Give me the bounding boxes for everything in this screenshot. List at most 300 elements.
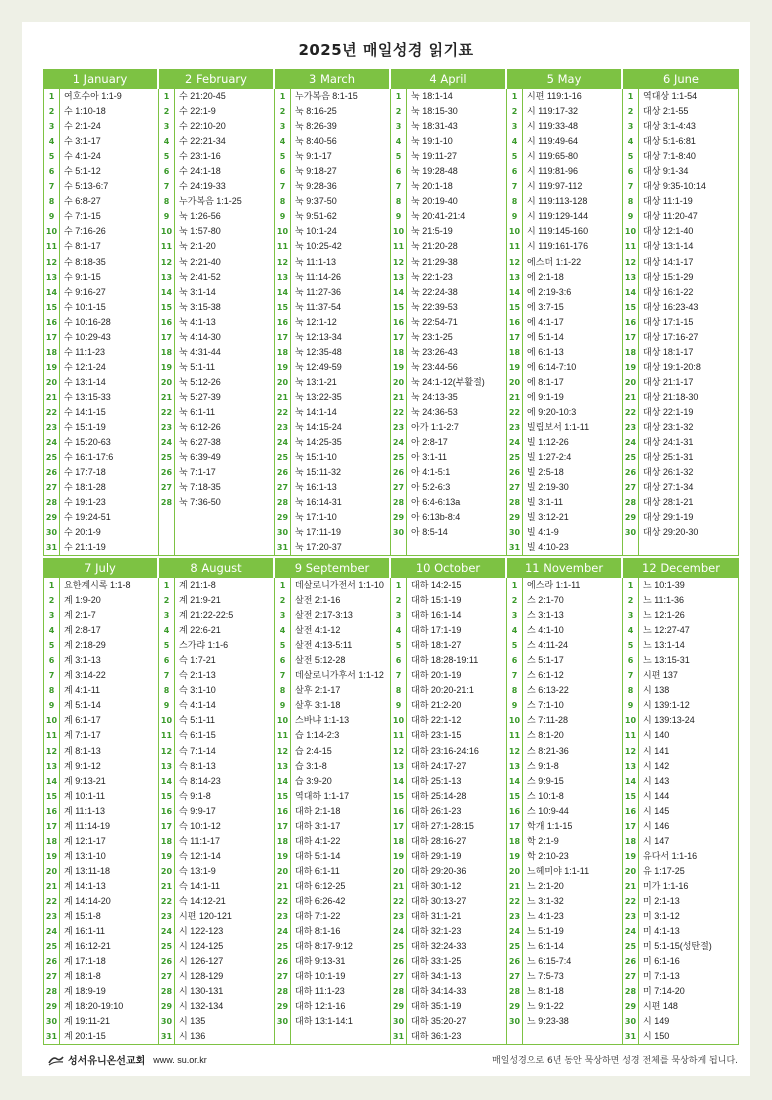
day-number: 12	[45, 257, 58, 267]
day-number: 4	[395, 137, 402, 147]
day-number-column	[159, 89, 175, 555]
day-number: 29	[624, 1002, 637, 1012]
day-number: 5	[511, 641, 518, 651]
footer-organization	[48, 1052, 207, 1067]
day-number: 3	[163, 122, 170, 132]
day-number: 2	[163, 107, 170, 117]
day-number: 18	[45, 836, 58, 846]
daily-reading: 슥 10:1-12	[179, 820, 221, 831]
day-number: 5	[511, 152, 518, 162]
daily-reading: 눅 6:1-11	[179, 406, 216, 417]
day-number: 25	[508, 942, 521, 952]
day-number: 16	[508, 317, 521, 327]
daily-reading: 슥 2:1-13	[179, 670, 216, 681]
day-number: 19	[392, 851, 405, 861]
day-number: 27	[45, 483, 58, 493]
day-number: 21	[624, 881, 637, 891]
day-number: 13	[624, 272, 637, 282]
daily-reading: 눅 7:1-17	[179, 467, 216, 478]
daily-reading: 느 12:1-26	[643, 610, 685, 621]
daily-reading: 대하 6:12-25	[295, 880, 346, 891]
daily-reading: 대상 29:1-19	[643, 512, 694, 523]
day-number: 4	[163, 137, 170, 147]
daily-reading: 대하 34:1-13	[411, 971, 462, 982]
daily-reading: 시 136	[179, 1031, 206, 1042]
daily-reading: 슥 14:1-11	[179, 880, 221, 891]
daily-reading: 대하 17:1-19	[411, 625, 462, 636]
day-number: 14	[508, 776, 521, 786]
day-number: 13	[160, 272, 173, 282]
daily-reading: 대하 4:1-22	[295, 835, 341, 846]
reading-column	[523, 89, 622, 555]
daily-reading: 대하 12:1-16	[295, 1001, 346, 1012]
daily-reading: 살후 3:1-18	[295, 700, 341, 711]
daily-reading: 습 3:1-8	[295, 760, 327, 771]
day-number: 6	[163, 656, 170, 666]
day-number: 25	[276, 453, 289, 463]
reading-column	[175, 578, 274, 1044]
daily-reading: 스 7:1-10	[527, 700, 564, 711]
reading-column	[639, 89, 738, 555]
daily-reading: 계 6:1-17	[64, 715, 101, 726]
daily-reading: 대하 23:16-24:16	[411, 745, 479, 756]
daily-reading: 시 119:161-176	[527, 241, 589, 252]
daily-reading: 눅 3:15-38	[179, 301, 221, 312]
daily-reading: 아 4:1-5:1	[411, 467, 451, 478]
daily-reading: 데살로니가후서 1:1-12	[295, 670, 384, 681]
daily-reading: 시 139:1-12	[643, 700, 690, 711]
daily-reading: 눅 12:49-59	[295, 361, 342, 372]
day-number: 4	[395, 626, 402, 636]
daily-reading: 미 6:1-16	[643, 956, 680, 967]
day-number: 11	[508, 731, 521, 741]
day-number: 6	[279, 656, 286, 666]
month-header: 5 May	[507, 69, 623, 89]
day-number-column	[275, 89, 291, 555]
daily-reading: 스 6:1-12	[527, 670, 564, 681]
day-number: 14	[160, 776, 173, 786]
daily-reading: 슥 13:1-9	[179, 865, 216, 876]
daily-reading: 시 132-134	[179, 1001, 224, 1012]
day-number: 11	[392, 731, 405, 741]
daily-reading: 스 9:1-8	[527, 760, 559, 771]
day-number: 11	[276, 731, 289, 741]
day-number: 27	[624, 483, 637, 493]
day-number: 16	[276, 806, 289, 816]
day-number: 2	[511, 107, 518, 117]
daily-reading: 대하 22:1-12	[411, 715, 462, 726]
day-number: 25	[45, 942, 58, 952]
daily-reading: 느 12:27-47	[643, 625, 690, 636]
daily-reading: 에스라 1:1-11	[527, 580, 581, 590]
daily-reading: 대상 25:1-31	[643, 452, 694, 463]
daily-reading: 슥 8:1-13	[179, 760, 216, 771]
daily-reading: 대하 6:1-11	[295, 865, 340, 876]
daily-reading: 에 3:7-15	[527, 301, 564, 312]
day-number: 6	[511, 656, 518, 666]
daily-reading: 수 20:1-9	[64, 527, 101, 538]
daily-reading: 계 18:1-8	[64, 971, 101, 982]
day-number: 14	[160, 287, 173, 297]
daily-reading: 느 4:1-23	[527, 911, 564, 922]
day-number: 1	[48, 581, 55, 590]
day-number: 18	[508, 347, 521, 357]
daily-reading: 눅 21:20-28	[411, 241, 458, 252]
daily-reading: 대하 15:1-19	[411, 595, 462, 606]
daily-reading: 눅 6:27-38	[179, 437, 221, 448]
daily-reading: 대하 23:1-15	[411, 730, 462, 741]
month-header-row	[43, 69, 739, 89]
daily-reading: 느 9:23-38	[527, 1016, 569, 1027]
day-number: 17	[392, 821, 405, 831]
daily-reading: 학 2:1-9	[527, 835, 559, 846]
daily-reading: 아 6:4-6:13a	[411, 497, 461, 508]
daily-reading: 눅 18:15-30	[411, 106, 458, 117]
daily-reading: 스 10:9-44	[527, 805, 569, 816]
day-number: 10	[276, 227, 289, 237]
day-number: 19	[276, 362, 289, 372]
day-number: 26	[508, 468, 521, 478]
month-column	[391, 89, 507, 555]
day-number: 19	[508, 851, 521, 861]
day-number: 6	[627, 656, 634, 666]
day-number: 16	[45, 806, 58, 816]
daily-reading: 수 10:16-28	[64, 316, 111, 327]
daily-reading: 눅 17:1-10	[295, 512, 337, 523]
day-number: 29	[45, 513, 58, 523]
day-number-column	[391, 578, 407, 1044]
organization-website: www. su.or.kr	[153, 1054, 207, 1065]
day-number: 21	[45, 881, 58, 891]
daily-reading: 에스더 1:1-22	[527, 256, 582, 267]
daily-reading: 계 22:6-21	[179, 625, 221, 636]
day-number: 29	[508, 513, 521, 523]
reading-column	[60, 89, 158, 555]
daily-reading: 눅 4:1-13	[179, 316, 216, 327]
daily-reading: 계 21:9-21	[179, 595, 221, 606]
daily-reading: 대하 8:17-9:12	[295, 941, 353, 952]
daily-reading: 계 20:1-15	[64, 1031, 106, 1042]
reading-column	[291, 578, 390, 1044]
day-number: 26	[276, 468, 289, 478]
daily-reading: 눅 22:24-38	[411, 286, 458, 297]
day-number: 12	[276, 257, 289, 267]
day-number: 18	[624, 836, 637, 846]
day-number-column	[623, 89, 639, 555]
daily-reading: 시 119:17-32	[527, 106, 579, 117]
day-number: 19	[624, 851, 637, 861]
daily-reading: 수 23:1-16	[179, 151, 221, 162]
daily-reading: 대상 23:1-32	[643, 422, 694, 433]
daily-reading: 대상 12:1-40	[643, 226, 694, 237]
day-number: 10	[392, 227, 405, 237]
day-number: 31	[45, 1032, 58, 1042]
day-number: 14	[45, 287, 58, 297]
day-number: 23	[45, 912, 58, 922]
day-number: 24	[160, 438, 173, 448]
daily-reading: 계 4:1-11	[64, 685, 101, 696]
daily-reading: 수 7:16-26	[64, 226, 106, 237]
daily-reading: 눅 4:31-44	[179, 346, 221, 357]
day-number: 16	[160, 317, 173, 327]
day-number	[507, 1029, 522, 1044]
daily-reading: 계 13:1-10	[64, 850, 106, 861]
day-number-column	[507, 578, 523, 1044]
daily-reading: 계 14:14-20	[64, 895, 111, 906]
daily-reading: 시 149	[643, 1016, 670, 1027]
daily-reading: 역대상 1:1-54	[643, 91, 698, 101]
month-column	[623, 578, 739, 1044]
daily-reading: 눅 14:25-35	[295, 437, 342, 448]
day-number: 31	[160, 1032, 173, 1042]
day-number: 29	[624, 513, 637, 523]
day-number: 23	[392, 912, 405, 922]
daily-reading: 수 24:19-33	[179, 181, 226, 192]
day-number: 18	[276, 836, 289, 846]
day-number: 13	[276, 761, 289, 771]
day-number: 15	[276, 302, 289, 312]
day-number: 25	[45, 453, 58, 463]
daily-reading: 눅 6:39-49	[179, 452, 221, 463]
day-number: 13	[508, 761, 521, 771]
reading-column	[639, 578, 738, 1044]
day-number: 1	[627, 92, 634, 101]
daily-reading: 대하 28:16-27	[411, 835, 467, 846]
daily-reading: 시 145	[643, 805, 670, 816]
daily-reading: 스가랴 1:1-6	[179, 640, 229, 651]
daily-reading: 시 150	[643, 1031, 670, 1042]
day-number: 21	[392, 881, 405, 891]
daily-reading: 에 6:1-13	[527, 346, 564, 357]
day-number: 5	[48, 641, 55, 651]
day-number: 6	[627, 167, 634, 177]
daily-reading: 대상 16:1-22	[643, 286, 694, 297]
daily-reading: 아 8:5-14	[411, 527, 448, 538]
day-number: 3	[279, 122, 286, 132]
day-number: 27	[160, 483, 173, 493]
day-number: 23	[508, 912, 521, 922]
day-number: 18	[624, 347, 637, 357]
day-number: 9	[395, 701, 402, 711]
daily-reading: 대상 21:18-30	[643, 391, 699, 402]
day-number: 25	[624, 942, 637, 952]
daily-reading: 대하 10:1-19	[295, 971, 346, 982]
day-number: 22	[160, 896, 173, 906]
month-header: 12 December	[642, 561, 720, 575]
daily-reading: 스바냐 1:1-13	[295, 715, 350, 726]
day-number: 21	[624, 392, 637, 402]
day-number: 30	[276, 1017, 289, 1027]
day-number: 20	[160, 377, 173, 387]
daily-reading: 눅 2:41-52	[179, 271, 221, 282]
daily-reading: 계 17:1-18	[64, 956, 106, 967]
daily-reading: 대하 6:26-42	[295, 895, 346, 906]
reading-column	[175, 89, 274, 555]
daily-reading: 에 2:1-18	[527, 271, 564, 282]
daily-reading: 스 8:21-36	[527, 745, 569, 756]
day-number: 23	[276, 912, 289, 922]
daily-reading: 미 3:1-12	[643, 911, 680, 922]
organization-name: 성서유니온선교회	[68, 1056, 146, 1067]
month-header-row	[43, 558, 739, 578]
day-number: 17	[160, 821, 173, 831]
day-number: 24	[392, 927, 405, 937]
daily-reading: 대하 34:14-33	[411, 986, 467, 997]
daily-reading: 눅 2:21-40	[179, 256, 221, 267]
daily-reading: 시 146	[643, 820, 670, 831]
daily-reading: 시 119:49-64	[527, 136, 579, 147]
daily-reading: 눅 2:1-20	[179, 241, 216, 252]
daily-reading: 대상 21:1-17	[643, 376, 694, 387]
footer-note: 매일성경으로 6년 동안 묵상하면 성경 전체를 묵상하게 됩니다.	[492, 1056, 738, 1066]
daily-reading: 수 9:16-27	[64, 286, 106, 297]
daily-reading: 눅 9:18-27	[295, 166, 337, 177]
day-number: 7	[48, 671, 55, 681]
day-number: 20	[45, 866, 58, 876]
daily-reading: 대상 28:1-21	[643, 497, 694, 508]
daily-reading: 시 119:97-112	[527, 181, 583, 192]
daily-reading: 눅 17:11-19	[295, 527, 342, 538]
day-number: 16	[624, 317, 637, 327]
daily-reading: 시편 119:1-16	[527, 91, 582, 101]
day-number	[159, 510, 174, 525]
day-number: 30	[508, 1017, 521, 1027]
day-number: 19	[276, 851, 289, 861]
day-number: 6	[163, 167, 170, 177]
day-number: 12	[392, 257, 405, 267]
daily-reading: 수 12:1-24	[64, 361, 106, 372]
daily-reading: 대상 18:1-17	[643, 346, 694, 357]
daily-reading: 시 119:65-80	[527, 151, 579, 162]
daily-reading: 대하 24:17-27	[411, 760, 467, 771]
daily-reading: 슥 7:1-14	[179, 745, 216, 756]
daily-reading: 스 2:1-70	[527, 595, 564, 606]
day-number: 1	[163, 92, 170, 101]
daily-reading: 계 7:1-17	[64, 730, 101, 741]
daily-reading: 살후 2:1-17	[295, 685, 341, 696]
day-number: 4	[627, 137, 634, 147]
day-number: 12	[624, 257, 637, 267]
daily-reading: 눅 6:12-26	[179, 422, 221, 433]
daily-reading: 대하 25:1-13	[411, 775, 462, 786]
day-number: 27	[160, 972, 173, 982]
page-title: 2025년 매일성경 읽기표	[298, 41, 474, 59]
day-number: 4	[511, 626, 518, 636]
daily-reading: 눅 8:40-56	[295, 136, 337, 147]
day-number: 9	[163, 701, 170, 711]
daily-reading: 수 11:1-23	[64, 346, 106, 357]
day-number: 12	[276, 746, 289, 756]
day-number: 28	[392, 987, 405, 997]
daily-reading: 느 3:1-32	[527, 895, 564, 906]
day-number: 21	[508, 881, 521, 891]
day-number: 15	[160, 791, 173, 801]
day-number: 5	[395, 641, 402, 651]
daily-reading: 느 11:1-36	[643, 595, 685, 606]
daily-reading: 눅 4:14-30	[179, 331, 221, 342]
month-header: 1 January	[43, 69, 159, 89]
day-number: 9	[627, 212, 634, 222]
day-number: 22	[624, 896, 637, 906]
day-number: 28	[508, 498, 521, 508]
daily-reading: 아 3:1-11	[411, 452, 448, 463]
daily-reading: 슥 9:9-17	[179, 805, 216, 816]
day-number: 26	[508, 957, 521, 967]
daily-reading: 대상 11:1-19	[643, 196, 693, 207]
day-number: 14	[392, 287, 405, 297]
day-number: 17	[45, 821, 58, 831]
day-number: 2	[163, 596, 170, 606]
daily-reading: 학개 1:1-15	[527, 820, 573, 831]
daily-reading: 스 3:1-13	[527, 610, 564, 621]
daily-reading: 수 16:1-17:6	[64, 452, 114, 463]
daily-reading: 대하 18:28-19:11	[411, 655, 479, 666]
day-number: 8	[163, 686, 170, 696]
day-number: 5	[627, 641, 634, 651]
daily-reading: 눅 24:13-35	[411, 391, 458, 402]
daily-reading: 대하 35:1-19	[411, 1001, 462, 1012]
month-header: 8 August	[159, 558, 275, 578]
daily-reading: 유 1:17-25	[643, 865, 685, 876]
day-number: 17	[508, 821, 521, 831]
day-number: 14	[624, 776, 637, 786]
daily-reading: 눅 24:1-12(부활절)	[411, 376, 485, 387]
daily-reading: 눅 11:37-54	[295, 301, 342, 312]
day-number: 5	[279, 641, 286, 651]
day-number: 26	[624, 957, 637, 967]
day-number: 30	[508, 528, 521, 538]
month-column	[159, 578, 275, 1044]
daily-reading: 스 8:1-20	[527, 730, 564, 741]
daily-reading: 눅 19:11-27	[411, 151, 458, 162]
day-number-column	[391, 89, 407, 555]
daily-reading: 수 3:1-17	[64, 136, 101, 147]
daily-reading: 계 21:22-22:5	[179, 610, 234, 621]
daily-reading: 느 5:1-19	[527, 926, 564, 937]
day-number: 25	[508, 453, 521, 463]
day-number: 29	[160, 1002, 173, 1012]
daily-reading: 눅 1:26-56	[179, 211, 221, 222]
daily-reading: 에 5:1-14	[527, 331, 564, 342]
daily-reading: 대상 27:1-34	[643, 482, 694, 493]
daily-reading: 계 16:12-21	[64, 941, 111, 952]
day-number: 18	[45, 347, 58, 357]
day-number: 3	[511, 122, 518, 132]
day-number: 9	[279, 701, 286, 711]
month-column	[159, 89, 275, 555]
daily-reading: 수 21:20-45	[179, 91, 226, 101]
day-number: 11	[624, 731, 637, 741]
day-number: 24	[624, 927, 637, 937]
daily-reading: 느 2:1-20	[527, 880, 564, 891]
daily-reading: 계 2:18-29	[64, 640, 106, 651]
daily-reading: 대상 29:20-30	[643, 527, 699, 538]
month-column	[623, 89, 739, 555]
daily-reading: 대하 30:1-12	[411, 880, 462, 891]
daily-reading: 계 19:11-21	[64, 1016, 111, 1027]
daily-reading: 눅 18:31-43	[411, 121, 458, 132]
day-number: 8	[511, 197, 518, 207]
day-number: 7	[163, 182, 170, 192]
day-number: 29	[508, 1002, 521, 1012]
day-number: 10	[624, 716, 637, 726]
daily-reading: 대하 36:1-23	[411, 1031, 462, 1042]
day-number: 10	[45, 716, 58, 726]
day-number: 29	[45, 1002, 58, 1012]
daily-reading: 눅 23:1-25	[411, 331, 453, 342]
day-number	[159, 540, 174, 555]
daily-reading: 눅 21:5-19	[411, 226, 453, 237]
